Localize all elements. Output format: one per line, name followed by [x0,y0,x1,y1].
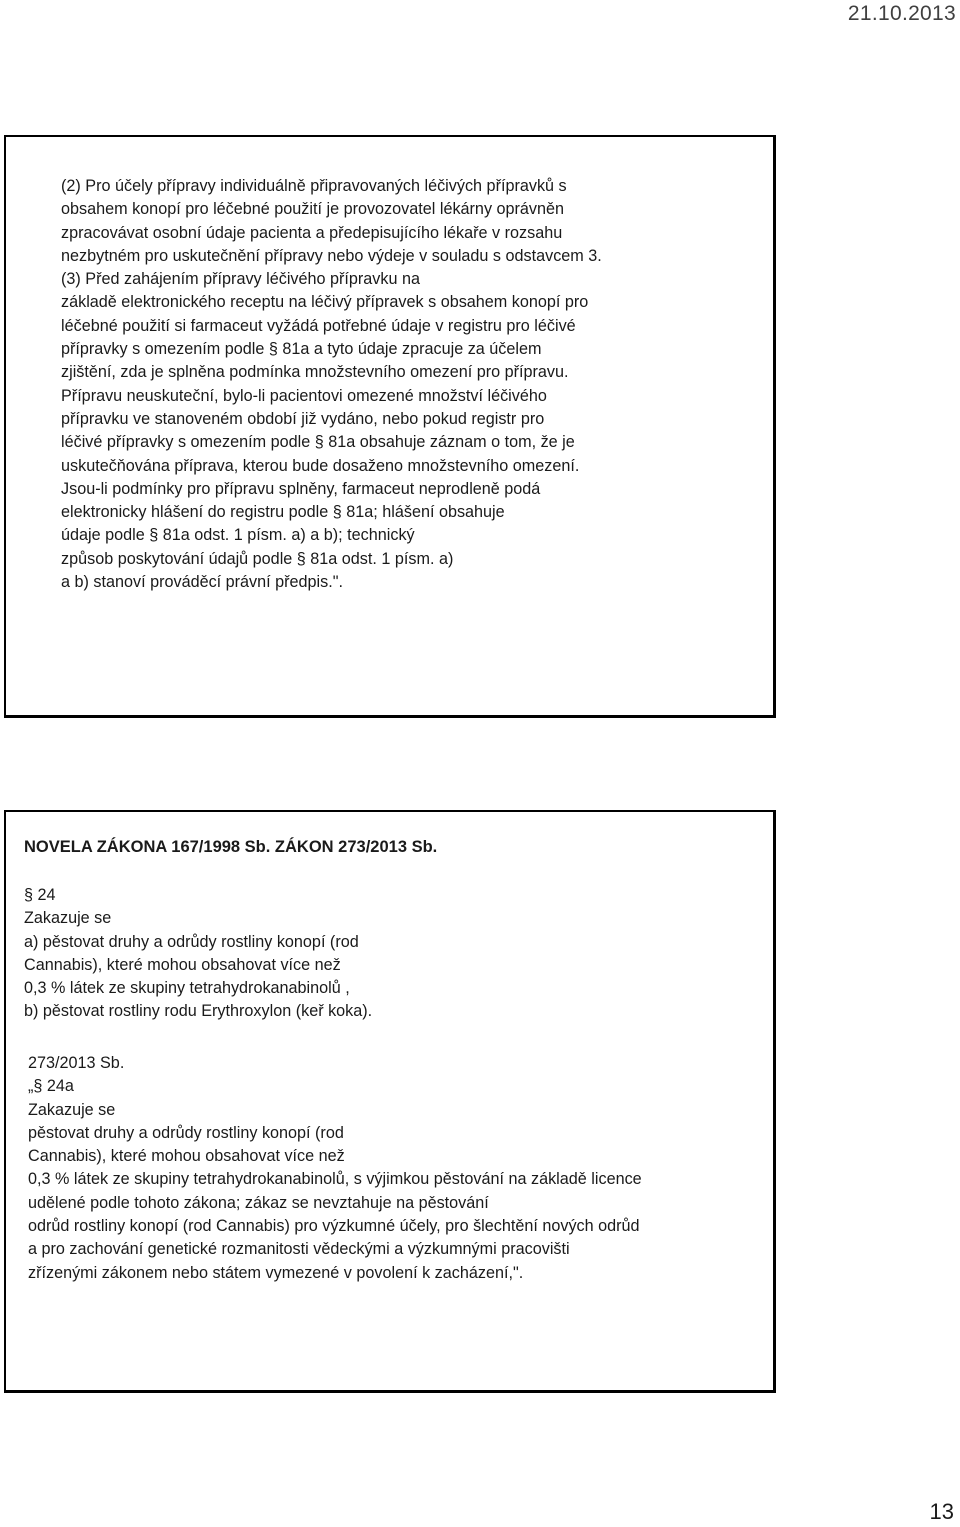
text-line: přípravky s omezením podle § 81a a tyto údaje zpracuje za účelem [61,340,542,359]
text-line: uskutečňována příprava, kterou bude dosaženo množstevního omezení. [61,456,580,475]
text-line: 0,3 % látek ze skupiny tetrahydrokanabinolů, s výjimkou pěstování na základě licence [28,1170,642,1189]
text-line: léčebné použití si farmaceut vyžádá potřebné údaje v registru pro léčivé [61,316,576,335]
text-line: Přípravu neuskuteční, bylo-li pacientovi omezené množství léčivého [61,386,547,405]
text-line: zjištění, zda je splněna podmínka množstevního omezení pro přípravu. [61,363,569,382]
paragraph-24 [24,884,372,1024]
text-line: 0,3 % látek ze skupiny tetrahydrokanabinolů , [24,979,350,998]
text-line: 273/2013 Sb. [28,1054,125,1072]
text-line: způsob poskytování údajů podle § 81a odst. 1 písm. a) [61,549,454,568]
text-line: (3) Před zahájením přípravy léčivého přípravku na [61,270,420,289]
slide-frame-1 [4,135,776,718]
text-line: udělené podle tohoto zákona; zákaz se nevztahuje na pěstování [28,1193,489,1212]
text-line: Zakazuje se [28,1100,116,1119]
text-line: Cannabis), které mohou obsahovat více než [24,955,341,974]
text-line: zřízenými zákonem nebo státem vymezené v povolení k zacházení,". [28,1263,524,1282]
text-line: přípravku ve stanoveném období již vydáno, nebo pokud registr pro [61,409,545,428]
page-number: 13 [929,1499,954,1524]
text-line: Zakazuje se [24,909,112,928]
text-line: pěstovat druhy a odrůdy rostliny konopí (rod [28,1123,344,1142]
text-line: b) pěstovat rostliny rodu Erythroxylon (keř koka). [24,1002,373,1021]
text-line: a b) stanoví prováděcí právní předpis.". [61,573,343,592]
text-line: (2) Pro účely přípravy individuálně připravovaných léčivých přípravků s [61,177,567,195]
text-line: základě elektronického receptu na léčivý přípravek s obsahem konopí pro [61,293,589,312]
text-line: Jsou-li podmínky pro přípravu splněny, farmaceut neprodleně podá [61,479,541,498]
text-line: a pro zachování genetické rozmanitosti vědeckými a výzkumnými pracovišti [28,1240,570,1259]
text-line: „§ 24a [28,1077,74,1096]
text-line: § 24 [24,886,56,904]
text-line: odrůd rostliny konopí (rod Cannabis) pro výzkumné účely, pro šlechtění nových odrůd [28,1217,640,1236]
paragraph-24a [28,1052,642,1285]
slide-frame-2 [4,810,776,1393]
header-date: 21.10.2013 [847,2,956,25]
text-line: a) pěstovat druhy a odrůdy rostliny konopí (rod [24,932,359,951]
text-line: léčivé přípravky s omezením podle § 81a obsahuje záznam o tom, že je [61,433,575,452]
slide-1-text [61,175,741,594]
slide-2-heading: NOVELA ZÁKONA 167/1998 Sb. ZÁKON 273/2013 Sb. [24,838,438,856]
text-line: údaje podle § 81a odst. 1 písm. a) a b); technický [61,526,415,545]
text-line: obsahem konopí pro léčebné použití je provozovatel lékárny oprávněn [61,200,565,219]
text-line: zpracovávat osobní údaje pacienta a předepisujícího lékaře v rozsahu [61,223,563,242]
text-line: nezbytném pro uskutečnění přípravy nebo výdeje v souladu s odstavcem 3. [61,246,602,265]
text-line: elektronicky hlášení do registru podle § 81a; hlášení obsahuje [61,503,505,522]
text-line: Cannabis), které mohou obsahovat více než [28,1147,345,1166]
